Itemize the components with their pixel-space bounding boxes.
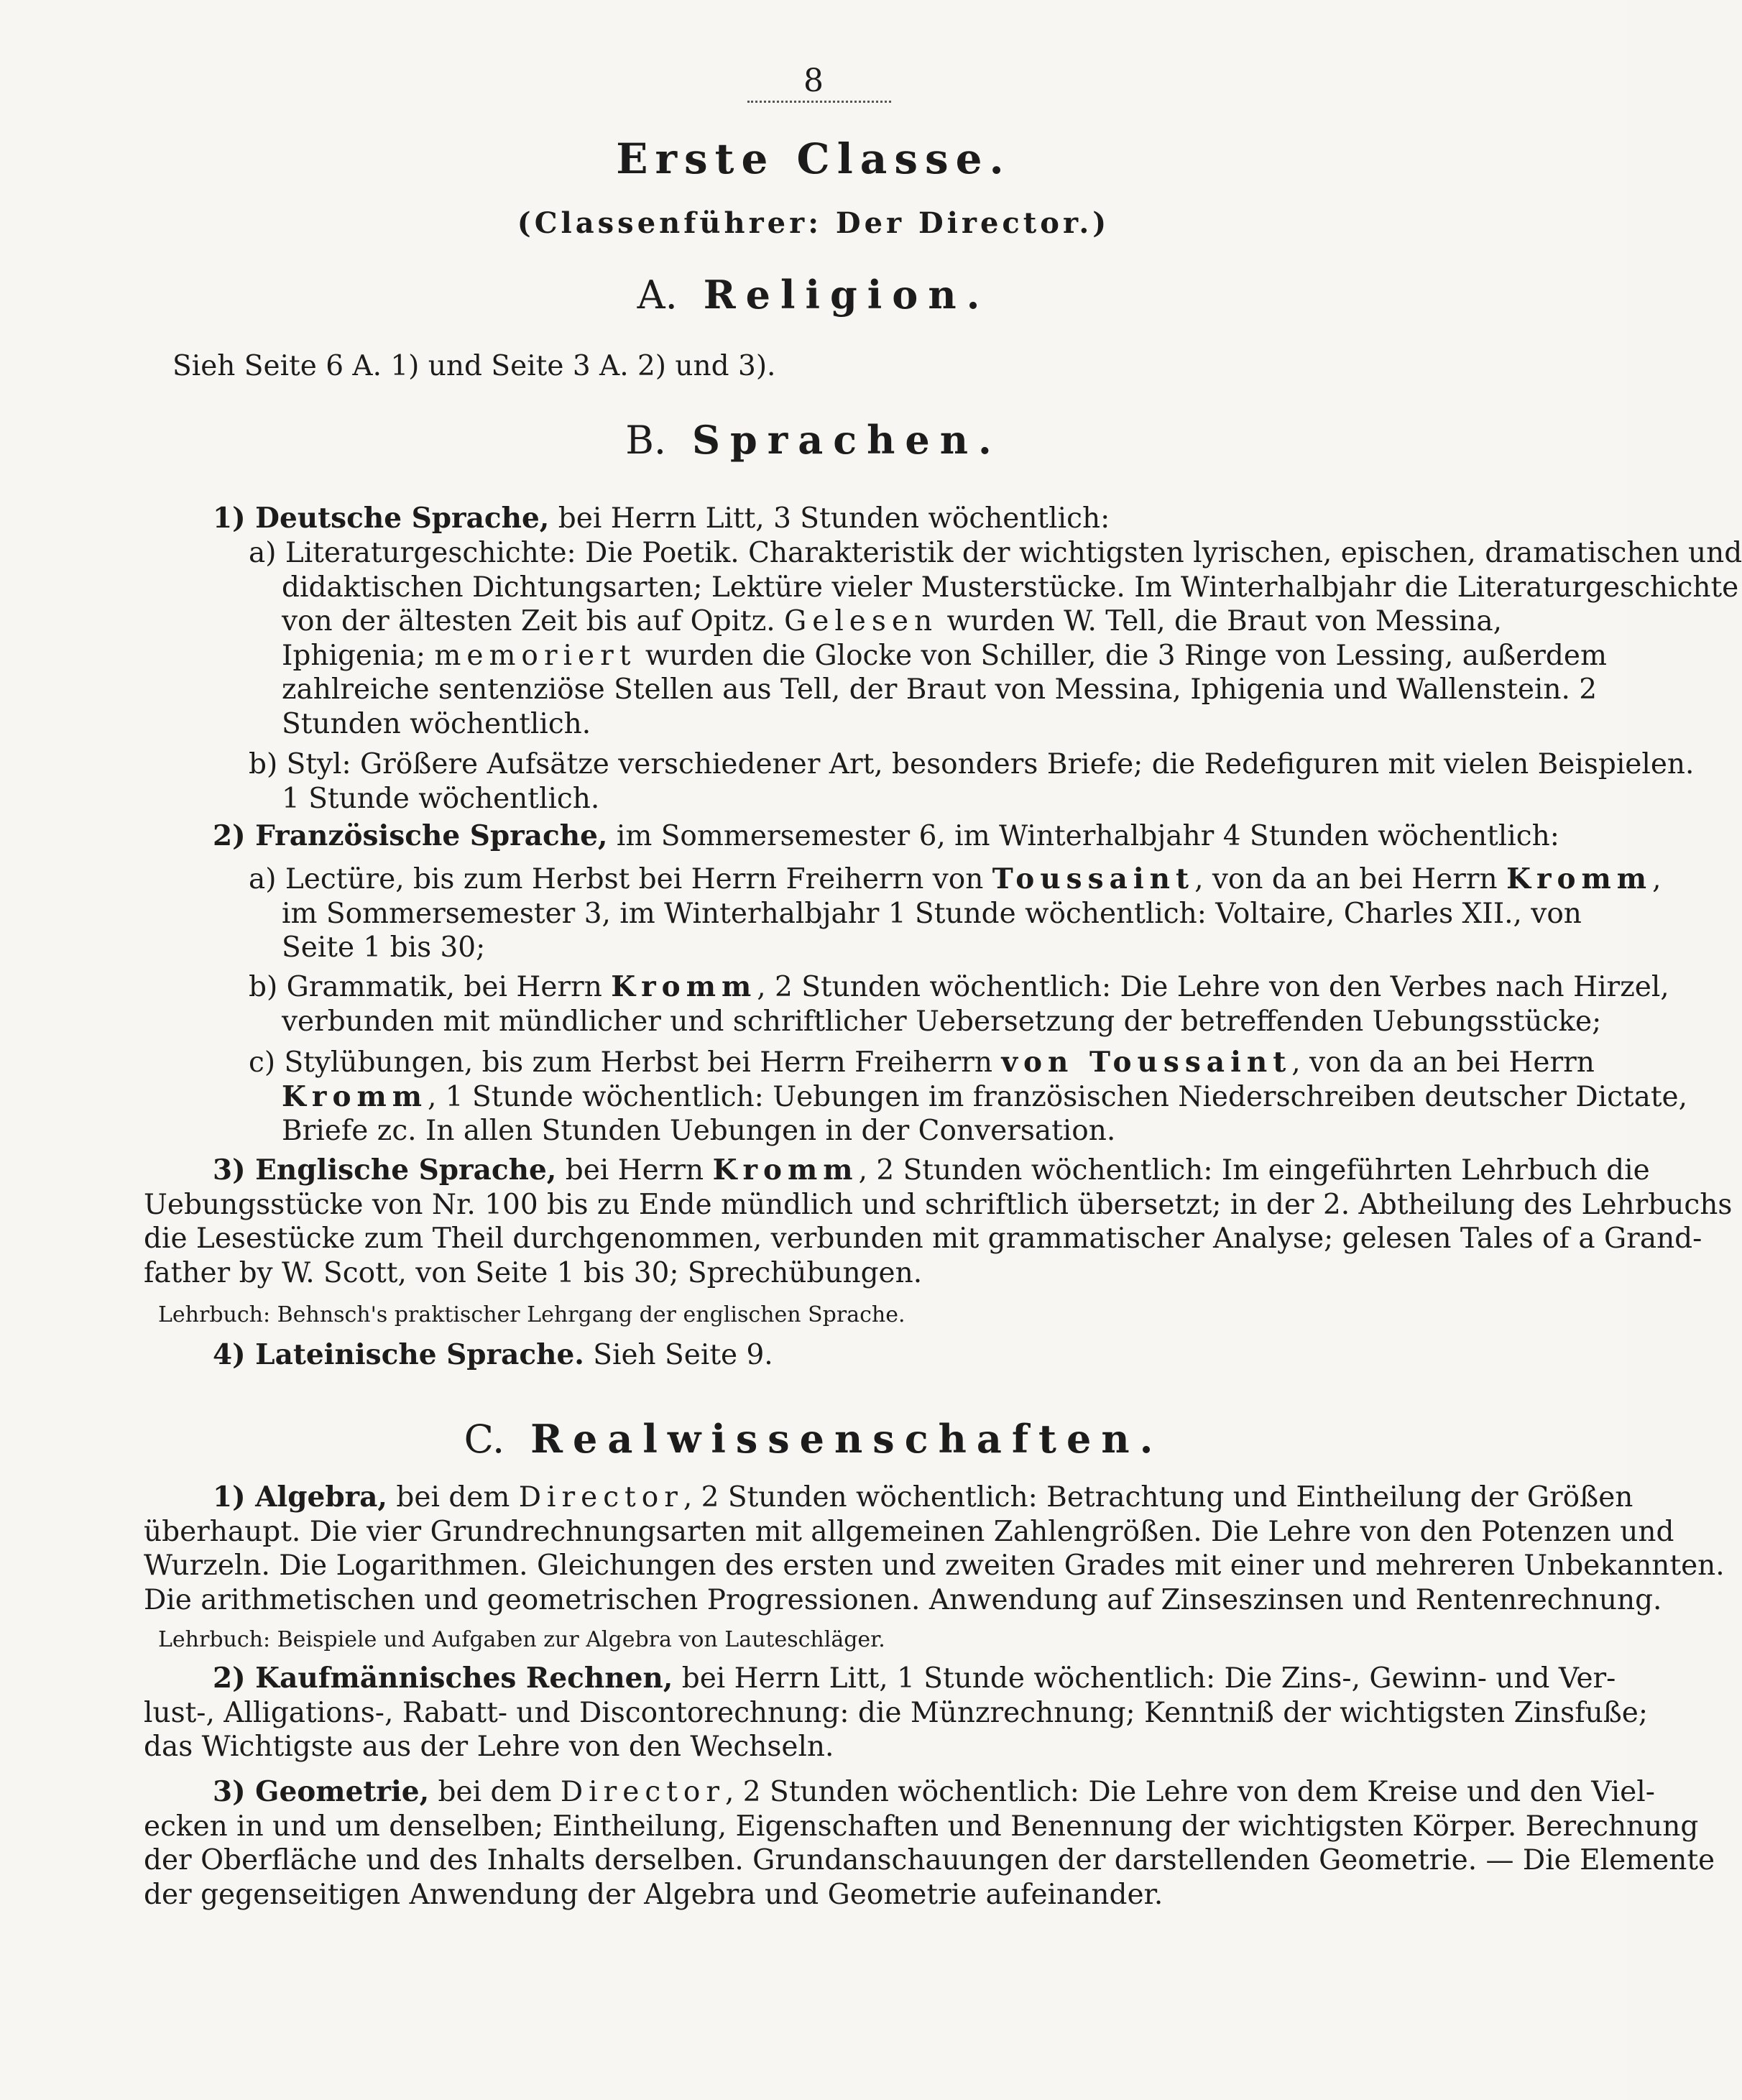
franz-a-line-3: Seite 1 bis 30; [282, 931, 486, 964]
section-a-letter: A. [637, 272, 678, 318]
englisch-textbook-line: Lehrbuch: Behnsch's praktischer Lehrgang der englischen Sprache. [158, 1302, 905, 1327]
deutsch-a-line-4a: Iphigenia; [282, 639, 435, 672]
geometrie-info-b: , 2 Stunden wöchentlich: Die Lehre von dem Kreise und den Viel- [725, 1776, 1655, 1808]
franz-title: 2) Französische Sprache, [213, 819, 608, 852]
geometrie-title: 3) Geometrie, [213, 1775, 430, 1808]
geometrie-paragraph [144, 1775, 1715, 1912]
franz-a-line-1b: , von da an bei Herrn [1194, 863, 1507, 895]
deutsch-a-line-1: a) Literaturgeschichte: Die Poetik. Charakteristik der wichtigsten lyrischen, epischen, dramatischen und [249, 537, 1742, 569]
franz-b-line-1-name: Kromm [611, 970, 757, 1003]
franz-a-line-1a: a) Lectüre, bis zum Herbst bei Herrn Freiherrn von [249, 863, 992, 895]
franz-c-line-1a: c) Stylübungen, bis zum Herbst bei Herrn Freiherrn [249, 1046, 1002, 1079]
deutsch-heading [213, 502, 1521, 536]
latein-paragraph [213, 1338, 1521, 1373]
deutsch-info: bei Herrn Litt, 3 Stunden wöchentlich: [549, 502, 1110, 535]
geometrie-teacher: Director [560, 1776, 726, 1808]
section-a-name: Religion. [703, 272, 990, 318]
deutsch-a-line-3b: wurden W. Tell, die Braut von Messina, [938, 605, 1503, 637]
section-b-heading [0, 417, 1627, 464]
section-a-text [172, 349, 1538, 384]
algebra-line-2: überhaupt. Die vier Grundrechnungsarten mit allgemeinen Zahlengrößen. Die Lehre von den Potenzen und [144, 1515, 1674, 1548]
algebra-paragraph [144, 1480, 1725, 1617]
section-c-heading [0, 1416, 1627, 1463]
algebra-info-b: , 2 Stunden wöchentlich: Betrachtung und Eintheilung der Größen [683, 1481, 1633, 1514]
kaufm-paragraph [144, 1662, 1649, 1764]
algebra-textbook-line: Lehrbuch: Beispiele und Aufgaben zur Algebra von Lauteschläger. [158, 1627, 885, 1652]
englisch-textbook [158, 1301, 1524, 1330]
class-leader: (Classenführer: Der Director.) [517, 206, 1110, 240]
franz-b-line-1a: b) Grammatik, bei Herrn [249, 971, 612, 1003]
franz-part-b [249, 970, 1669, 1039]
section-c-letter: C. [464, 1417, 505, 1462]
deutsch-b-line-2: 1 Stunde wöchentlich. [282, 782, 600, 815]
kaufm-line-2: lust-, Alligations-, Rabatt- und Discontorechnung: die Münzrechnung; Kenntniß der wichtigsten Zinsfuße; [144, 1696, 1649, 1729]
page-number: 8 [803, 63, 824, 99]
franz-part-c [249, 1046, 1687, 1148]
deutsch-title: 1) Deutsche Sprache, [213, 502, 550, 535]
section-b-letter: B. [625, 418, 667, 463]
franz-b-line-1b: , 2 Stunden wöchentlich: Die Lehre von den Verbes nach Hirzel, [757, 971, 1669, 1003]
deutsch-a-line-3-spaced: Gelesen [784, 605, 939, 637]
algebra-line-3: Wurzeln. Die Logarithmen. Gleichungen des ersten und zweiten Grades mit einer und mehreren Unbekannten. [144, 1549, 1725, 1582]
franz-c-line-3: Briefe zc. In allen Stunden Uebungen in der Conversation. [282, 1115, 1116, 1147]
franz-c-line-1b: , von da an bei Herrn [1291, 1046, 1595, 1079]
deutsch-a-line-2: didaktischen Dichtungsarten; Lektüre vieler Musterstücke. Im Winterhalbjahr die Literaturgeschichte [282, 571, 1739, 604]
franz-heading [213, 819, 1559, 854]
latein-info: Sieh Seite 9. [584, 1339, 773, 1371]
deutsch-part-a [249, 536, 1742, 741]
algebra-textbook [158, 1626, 1524, 1654]
section-b-name: Sprachen. [692, 417, 1002, 463]
englisch-info-b: , 2 Stunden wöchentlich: Im eingeführten Lehrbuch die [858, 1154, 1650, 1187]
deutsch-b-line-1: b) Styl: Größere Aufsätze verschiedener Art, besonders Briefe; die Redefiguren mit vielen Beispielen. [249, 748, 1695, 780]
englisch-line-4: father by W. Scott, von Seite 1 bis 30; Sprechübungen. [144, 1256, 923, 1289]
algebra-line-4: Die arithmetischen und geometrischen Progressionen. Anwendung auf Zinseszinsen und Rentenrechnung. [144, 1583, 1662, 1616]
kaufm-line-3: das Wichtigste aus der Lehre von den Wechseln. [144, 1731, 834, 1763]
page-title: Erste Classe. [616, 134, 1011, 183]
franz-c-line-1-name: von Toussaint [1001, 1046, 1292, 1079]
geometrie-info-a: bei dem [429, 1776, 561, 1808]
algebra-info-a: bei dem [387, 1481, 519, 1514]
deutsch-a-line-5: zahlreiche sentenziöse Stellen aus Tell, der Braut von Messina, Iphigenia und Wallenstein. 2 [282, 673, 1598, 706]
latein-title: 4) Lateinische Sprache. [213, 1338, 584, 1371]
section-a-heading [0, 272, 1627, 318]
englisch-line-2: Uebungsstücke von Nr. 100 bis zu Ende mündlich und schriftlich übersetzt; in der 2. Abtheilung des Lehrbuchs [144, 1188, 1733, 1221]
franz-a-line-1-name2: Kromm [1506, 862, 1653, 895]
geometrie-line-2: ecken in und um denselben; Eintheilung, Eigenschaften und Benennung der wichtigsten Körper. Berechnung [144, 1810, 1699, 1843]
franz-info: im Sommersemester 6, im Winterhalbjahr 4 Stunden wöchentlich: [607, 820, 1559, 852]
deutsch-a-line-6: Stunden wöchentlich. [282, 707, 591, 740]
franz-a-line-1c: , [1652, 863, 1662, 895]
englisch-line-3: die Lesestücke zum Theil durchgenommen, verbunden mit grammatischer Analyse; gelesen Tales of a Grand- [144, 1222, 1702, 1255]
kaufm-info: bei Herrn Litt, 1 Stunde wöchentlich: Die Zins-, Gewinn- und Ver- [673, 1662, 1616, 1695]
englisch-paragraph [144, 1153, 1733, 1290]
franz-c-line-2-name: Kromm [282, 1079, 428, 1113]
franz-c-line-2b: , 1 Stunde wöchentlich: Uebungen im französischen Niederschreiben deutscher Dictate, [428, 1080, 1687, 1113]
ornamental-rule [747, 101, 891, 113]
kaufm-title: 2) Kaufmännisches Rechnen, [213, 1662, 673, 1695]
englisch-teacher: Kromm [712, 1153, 859, 1187]
franz-part-a [249, 862, 1662, 965]
deutsch-a-line-4-spaced: memoriert [434, 639, 637, 672]
englisch-info-a: bei Herrn [556, 1154, 713, 1187]
algebra-title: 1) Algebra, [213, 1480, 387, 1514]
geometrie-line-4: der gegenseitigen Anwendung der Algebra und Geometrie aufeinander. [144, 1878, 1163, 1911]
deutsch-a-line-4b: wurden die Glocke von Schiller, die 3 Ringe von Lessing, außerdem [636, 639, 1607, 672]
englisch-title: 3) Englische Sprache, [213, 1153, 557, 1187]
section-a-line: Sieh Seite 6 A. 1) und Seite 3 A. 2) und 3). [172, 350, 776, 382]
franz-a-line-1-name: Toussaint [992, 862, 1195, 895]
franz-b-line-2: verbunden mit mündlicher und schriftlicher Uebersetzung der betreffenden Uebungsstücke; [282, 1005, 1602, 1038]
geometrie-line-3: der Oberfläche und des Inhalts derselben. Grundanschauungen der darstellenden Geometrie. — Die Elemente [144, 1844, 1715, 1876]
deutsch-a-line-3a: von der ältesten Zeit bis auf Opitz. [282, 605, 785, 637]
algebra-teacher: Director [518, 1481, 683, 1514]
deutsch-part-b [249, 747, 1695, 816]
section-c-name: Realwissenschaften. [530, 1416, 1163, 1462]
franz-a-line-2: im Sommersemester 3, im Winterhalbjahr 1 Stunde wöchentlich: Voltaire, Charles XII., von [282, 897, 1582, 930]
